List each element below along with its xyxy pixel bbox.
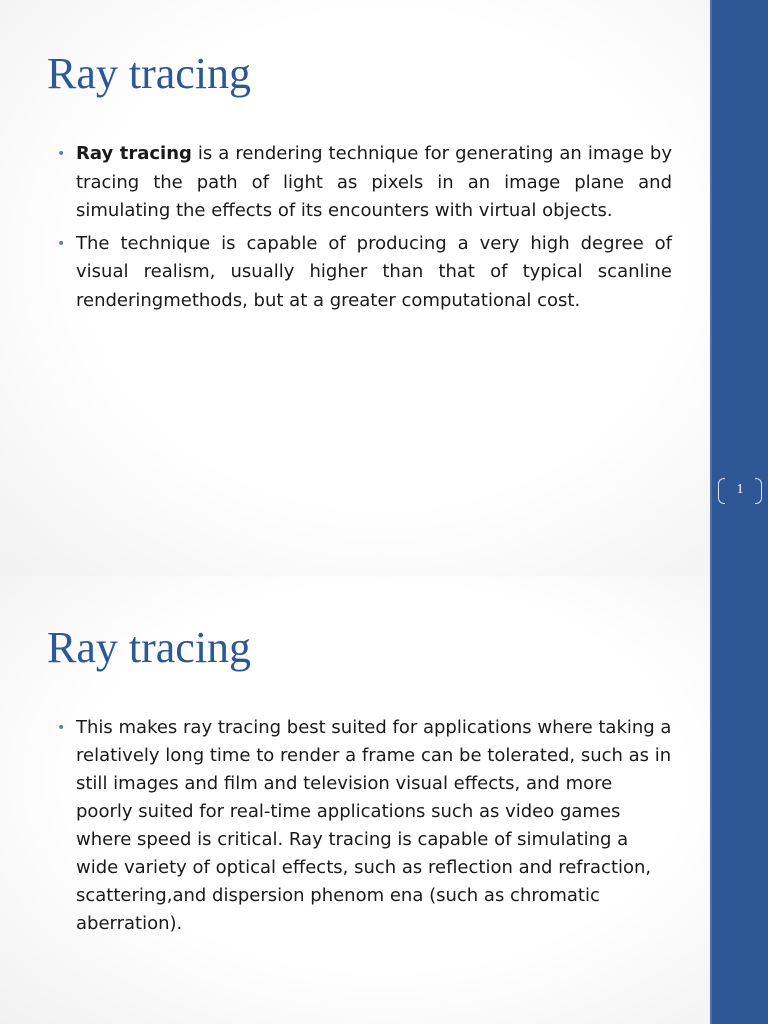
bullet-item — [57, 714, 672, 938]
slide-2 — [0, 576, 768, 1024]
slide-number: 1 — [736, 482, 744, 497]
slide-1-title: Ray tracing — [47, 49, 252, 98]
slide-number-badge — [716, 474, 764, 506]
bullet-dot-icon: • — [57, 235, 66, 252]
bullet-item — [57, 230, 672, 316]
side-bar-edge — [710, 576, 712, 1024]
side-bar-edge — [710, 0, 712, 576]
bold-term: Ray tracing — [76, 143, 192, 164]
bullet-dot-icon: • — [57, 146, 66, 162]
bullet-item — [57, 140, 672, 226]
left-brace-icon — [718, 478, 725, 504]
bullet-text: The technique is capable of producing a very high degree of visual realism, usually higher than that of typical scanline renderingmethods, but at a greater computational cost. — [76, 232, 672, 311]
right-brace-icon — [755, 478, 762, 504]
bullet-dot-icon: • — [57, 720, 66, 736]
slide-1-bullet-list — [57, 140, 672, 319]
bullet-text: This makes ray tracing best suited for applications where taking a relatively long time to render a frame can be tolerated, such as in still images and film and television visual effects, and more poorly suited for real-time applications such as video games where speed is critical. Ray tracing is capable of simulating a wide variety of optical effects, such as reflection and refraction, scattering,and dispersion phenom ena (such as chromatic aberration). — [76, 717, 672, 934]
slide-2-side-bar — [710, 576, 768, 1024]
slide-2-title: Ray tracing — [47, 623, 252, 672]
bullet-text: is a rendering technique for generating an image by tracing the path of light as pixels in an image plane and simulating the effects of its encounters with virtual objects. — [76, 143, 672, 221]
slide-2-bullet-list — [57, 714, 672, 942]
